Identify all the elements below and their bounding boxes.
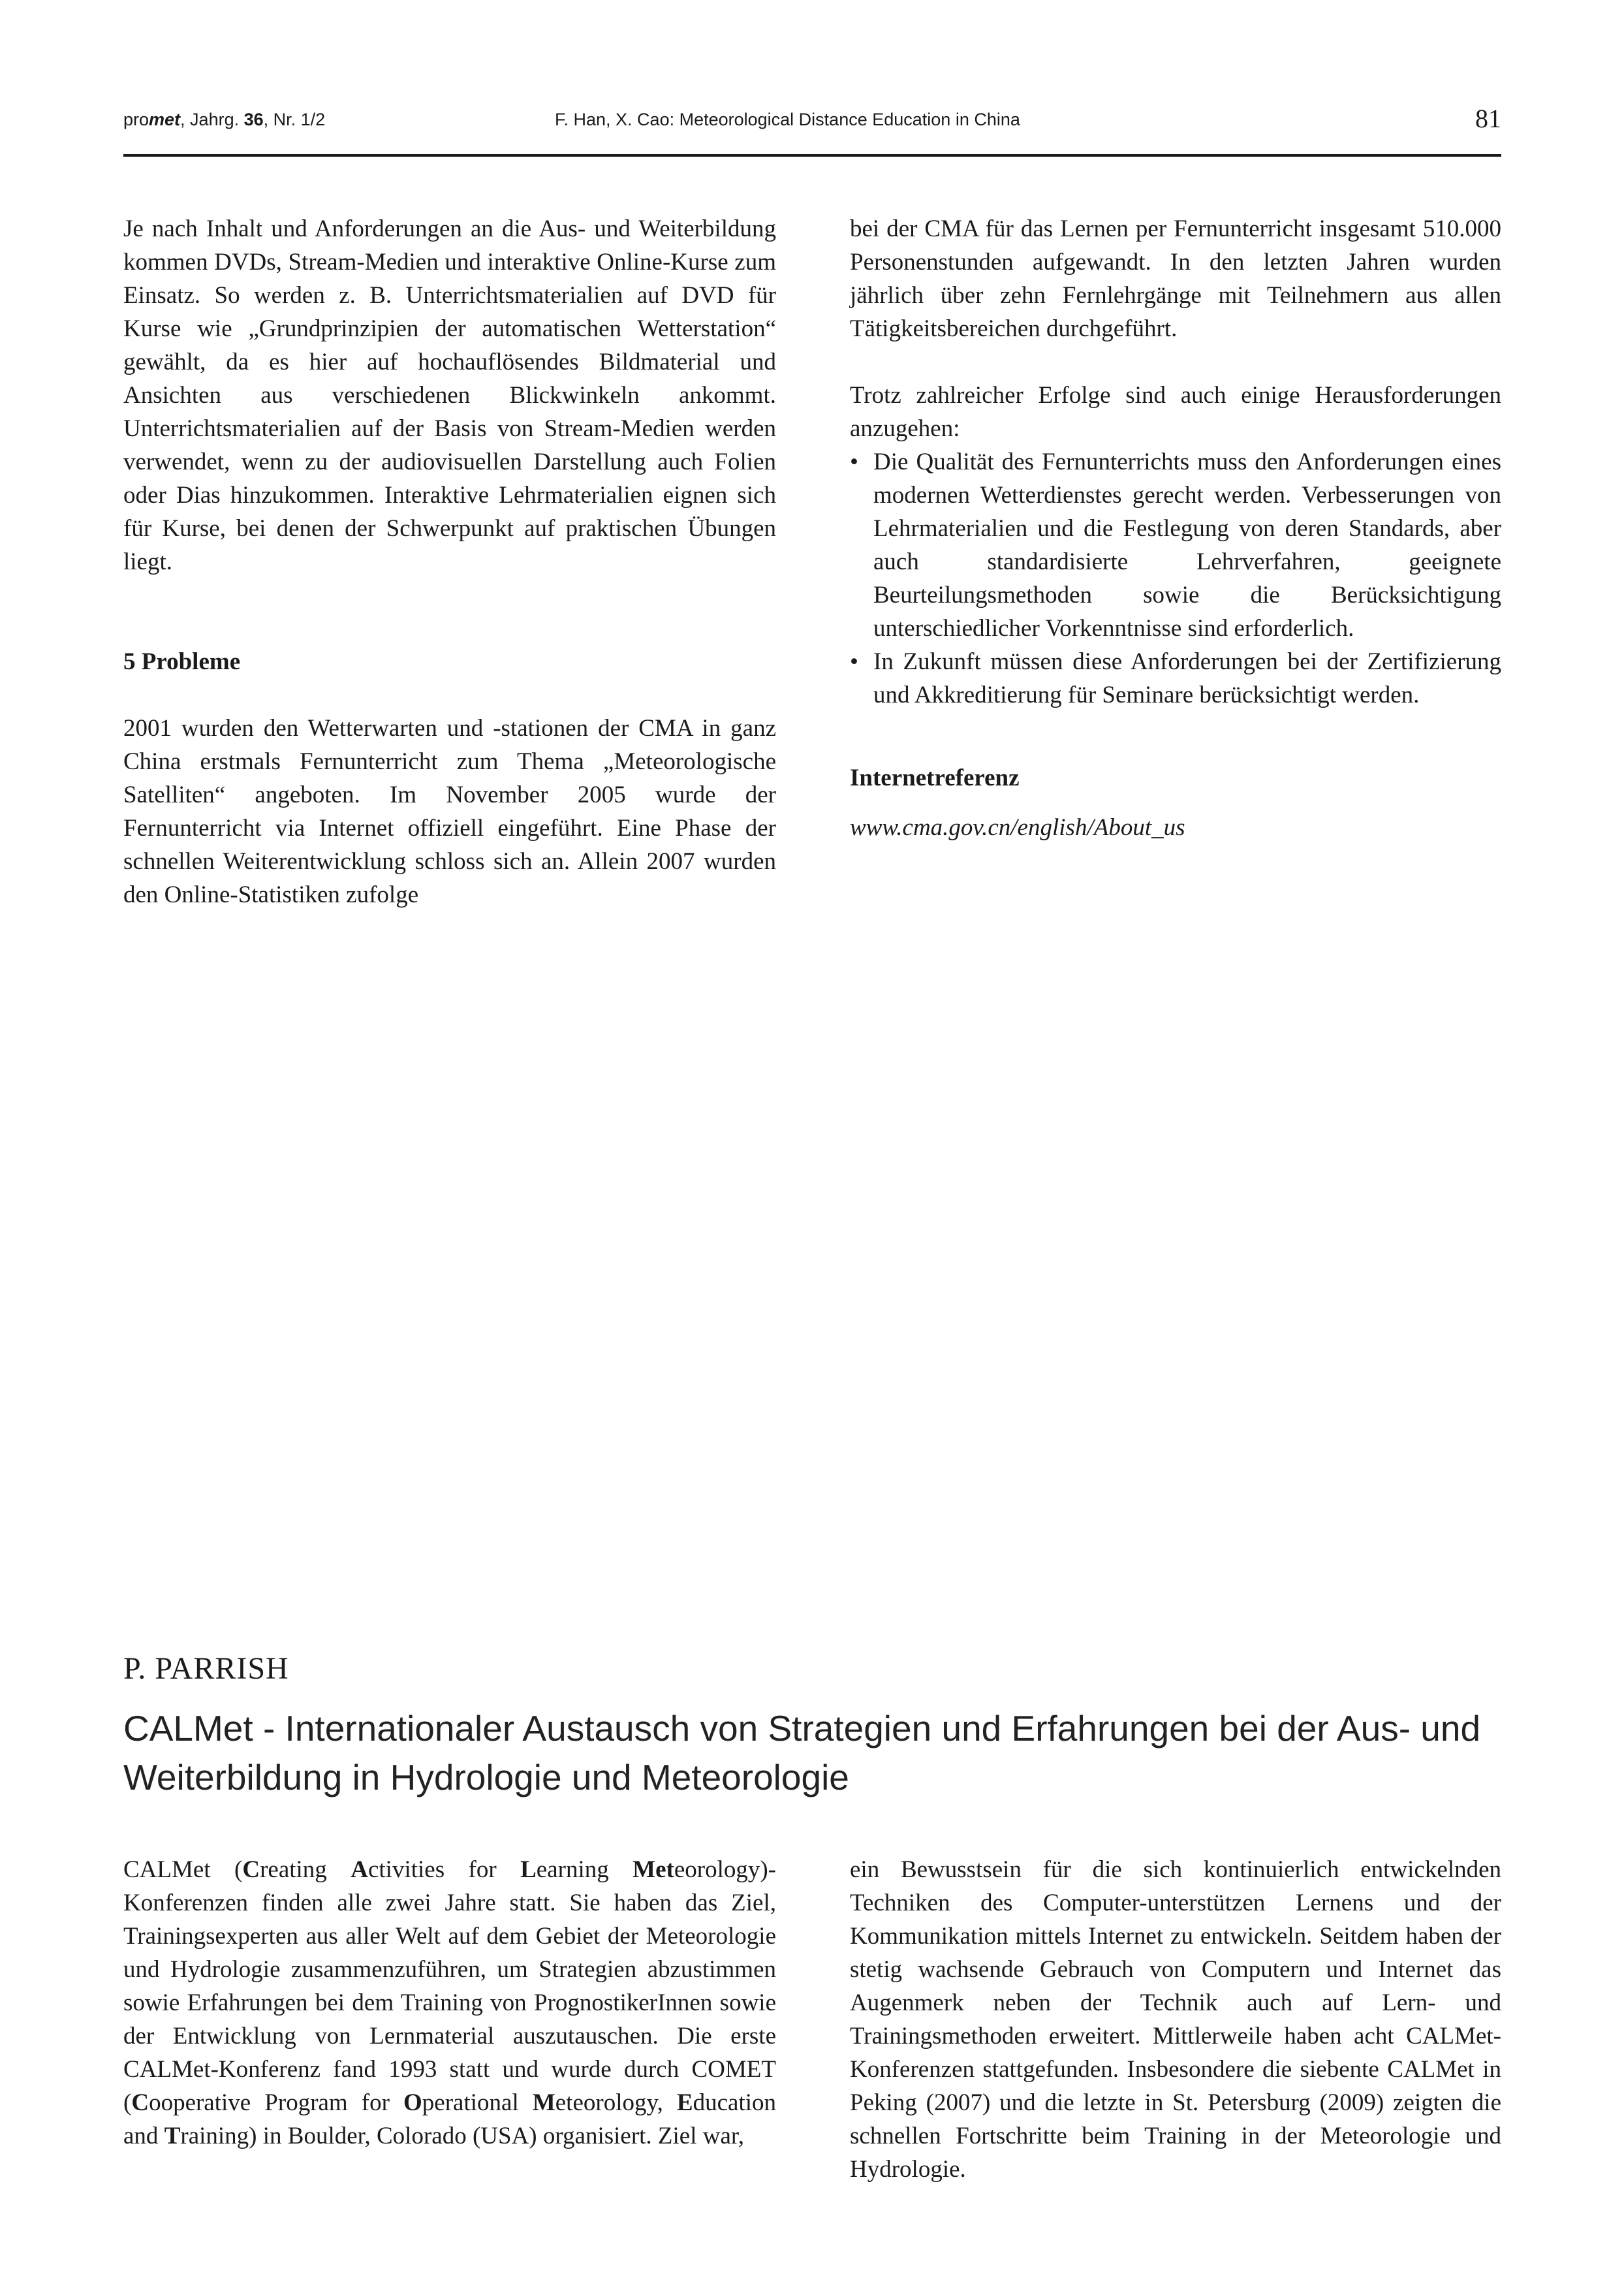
header-rule bbox=[123, 154, 1501, 157]
journal-year: , Jahrg. bbox=[180, 110, 244, 129]
page-header bbox=[123, 104, 1501, 151]
body-paragraph: CALMet (Creating Activities for Learning Meteorology)-Konferenzen finden alle zwei Jahre statt. Sie haben das Ziel, Trainingsexperten aus aller Welt auf dem Gebiet der Meteorologie und Hydrologie zusammenzuführen, um Strategien abzustimmen sowie Erfahrungen bei dem Training von PrognostikerInnen sowie der Entwicklung von Lernmaterial auszutauschen. Die erste CALMet-Konferenz fand 1993 statt und wurde durch COMET (Cooperative Program for Operational Meteorology, Education and Training) in Boulder, Colorado (USA) organisiert. Ziel war, bbox=[123, 1856, 776, 2149]
section-heading: 5 Probleme bbox=[123, 648, 241, 675]
journal-issue: , Nr. 1/2 bbox=[263, 110, 326, 129]
body-paragraph: Trotz zahlreicher Erfolge sind auch einige Herausforderungen anzugehen: bbox=[850, 382, 1501, 442]
list-item: • In Zukunft müssen diese Anforderungen bei der Zertifizierung und Akkreditierung für Seminare berücksichtigt werden. bbox=[850, 645, 1501, 712]
article2-left-column bbox=[123, 1853, 776, 2153]
running-title: F. Han, X. Cao: Meteorological Distance Education in China bbox=[555, 110, 1020, 129]
page-number: 81 bbox=[1475, 104, 1501, 133]
reference-url: www.cma.gov.cn/english/About_us bbox=[850, 814, 1185, 841]
journal-volume: 36 bbox=[243, 110, 264, 129]
body-paragraph: ein Bewusstsein für die sich kontinuierlich entwickelnden Techniken des Computer-unterstützen Lernens und der Kommunikation mittels Internet zu entwickeln. Seitdem haben der stetig wachsende Gebrauch von Computern und Internet das Augenmerk neben der Technik auch auf Lern- und Trainingsmethoden erweitert. Mittlerweile haben acht CALMet-Konferenzen stattgefunden. Insbesondere die siebente CALMet in Peking (2007) und die letzte in St. Petersburg (2009) zeigten die schnellen Fortschritte beim Training in der Meteorologie und Hydrologie. bbox=[850, 1856, 1501, 2183]
body-paragraph: 2001 wurden den Wetterwarten und -stationen der CMA in ganz China erstmals Fernunterricht zum Thema „Meteorologische Satelliten“ angeboten. Im November 2005 wurde der Fernunterricht via Internet offiziell eingeführt. Eine Phase der schnellen Weiterentwicklung schloss sich an. Allein 2007 wurden den Online-Statistiken zufolge bbox=[123, 715, 776, 908]
list-item: • Die Qualität des Fernunterrichts muss den Anforderungen eines modernen Wetterdienstes gerecht werden. Verbesserungen von Lehrmaterialien und die Festlegung von deren Standards, aber auch standardisierte Lehrverfahren, geeignete Beurteilungsmethoden sowie die Berücksichtigung unterschiedlicher Vorkenntnisse sind erforderlich. bbox=[850, 445, 1501, 645]
body-paragraph: Je nach Inhalt und Anforderungen an die Aus- und Weiterbildung kommen DVDs, Stream-Medien und interaktive Online-Kurse zum Einsatz. So werden z. B. Unterrichtsmaterialien auf DVD für Kurse wie „Grundprinzipien der automatischen Wetterstation“ gewählt, da es hier auf hochauflösendes Bildmaterial und Ansichten aus verschiedenen Blickwinkeln ankommt. Unterrichtsmaterialien auf der Basis von Stream-Medien werden verwendet, wenn zu der audiovisuellen Darstellung auch Folien oder Dias hinzukommen. Interaktive Lehrmaterialien eignen sich für Kurse, bei denen der Schwerpunkt auf praktischen Übungen liegt. bbox=[123, 215, 776, 575]
article-title: CALMet - Internationaler Austausch von Strategien und Erfahrungen bei der Aus- und Weiterbildung in Hydrologie und Meteorologie bbox=[123, 1708, 1481, 1797]
article1-left-column bbox=[123, 212, 776, 911]
journal-name-met: met bbox=[149, 110, 181, 129]
challenges-list bbox=[850, 445, 1501, 712]
article1-right-column bbox=[850, 212, 1501, 844]
body-paragraph: bei der CMA für das Lernen per Fernunterricht insgesamt 510.000 Personenstunden aufgewandt. In den letzten Jahren wurden jährlich über zehn Fernlehrgänge mit Teilnehmern aus allen Tätigkeitsbereichen durchgeführt. bbox=[850, 215, 1501, 342]
article-author: P. PARRISH bbox=[123, 1651, 289, 1686]
journal-citation bbox=[123, 110, 325, 130]
journal-name-pro: pro bbox=[123, 110, 149, 129]
article2-right-column bbox=[850, 1853, 1501, 2186]
reference-heading: Internetreferenz bbox=[850, 765, 1020, 791]
